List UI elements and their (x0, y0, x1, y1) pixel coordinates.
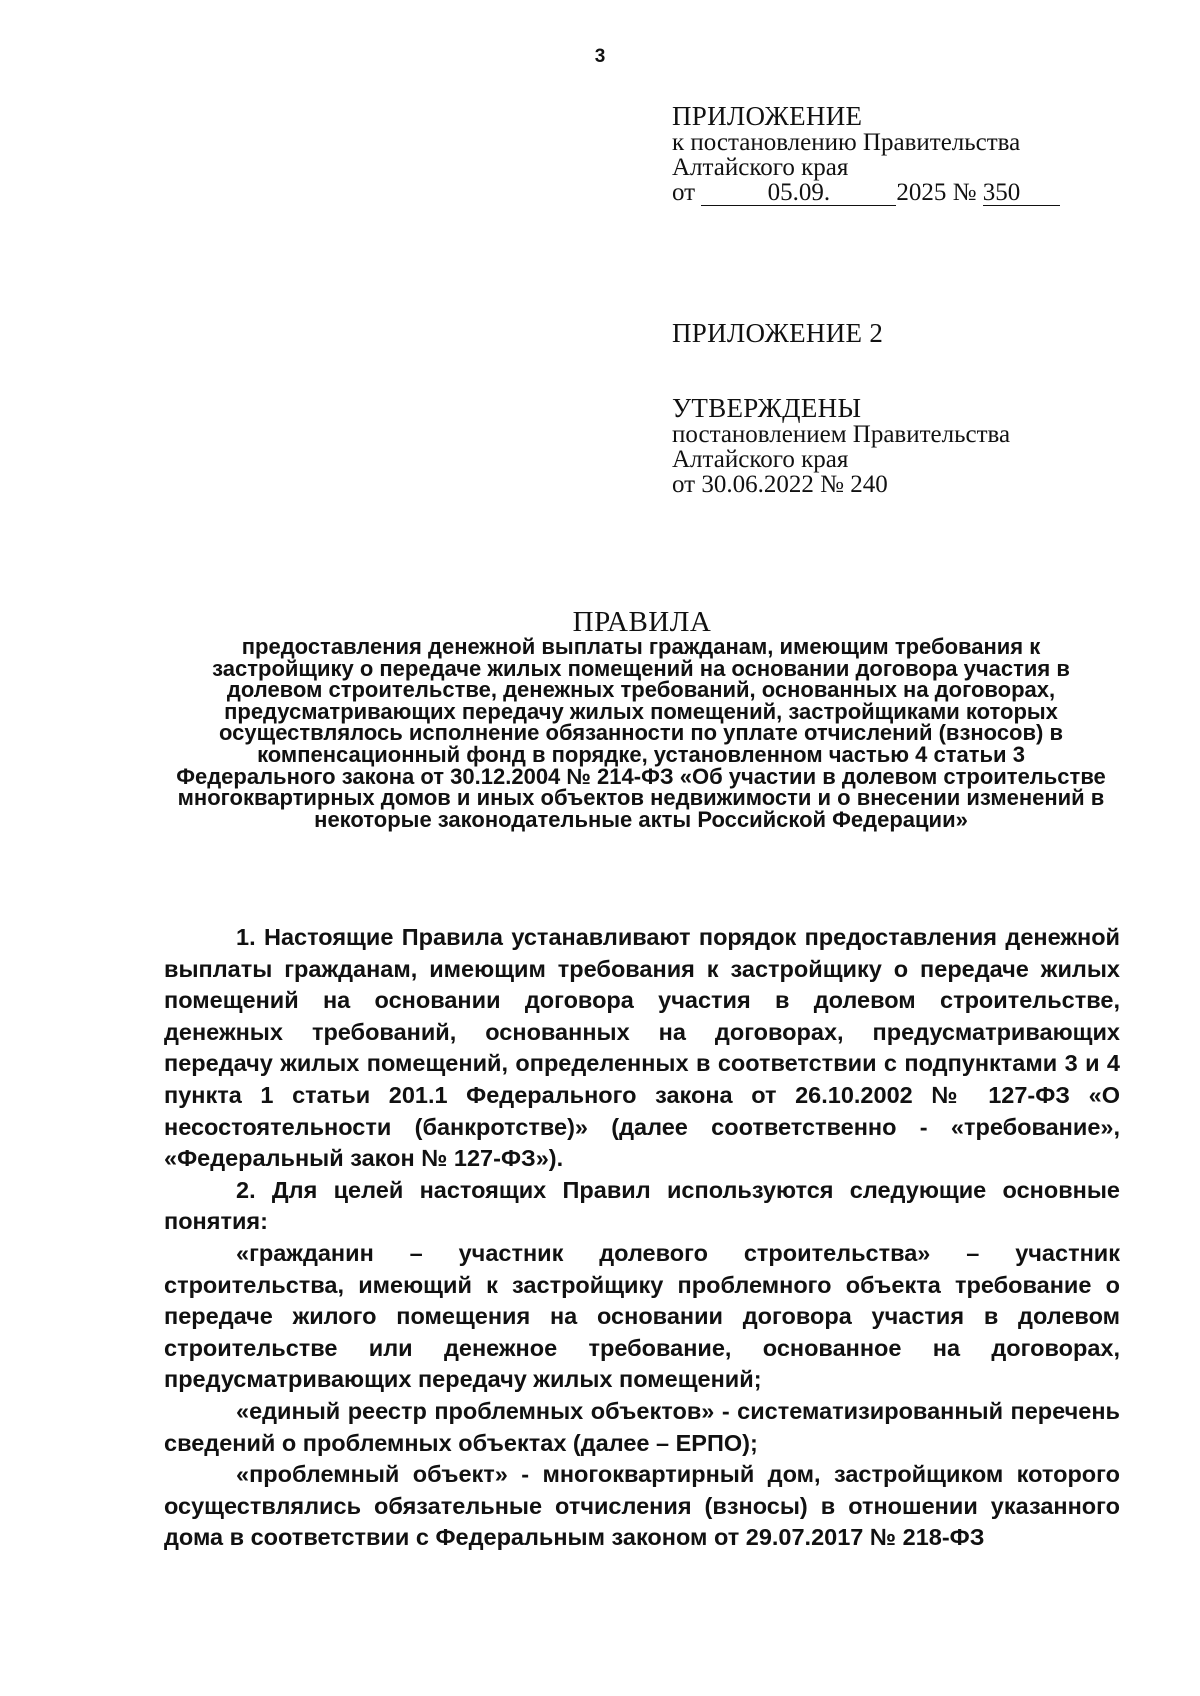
approved-block (672, 394, 1102, 497)
approval-year-and-no: 2025 № (896, 179, 977, 206)
approval-date-prefix: от (672, 179, 696, 206)
approval-heading: ПРИЛОЖЕНИЕ (672, 101, 863, 131)
approved-date-line: от 30.06.2022 № 240 (672, 471, 888, 498)
approved-heading: УТВЕРЖДЕНЫ (672, 393, 862, 423)
approval-date-line (672, 180, 1102, 206)
approval-date-value: 05.09. (701, 180, 896, 206)
approved-by-line: постановлением Правительства (672, 421, 1011, 448)
document-body (164, 922, 1120, 1554)
appendix-2-heading: ПРИЛОЖЕНИЕ 2 (672, 318, 884, 348)
approved-region-line: Алтайского края (672, 446, 849, 473)
paragraph-1: 1. Настоящие Правила устанавливают порядок предоставления денежной выплаты гражданам, имеющим требования к застройщику о передаче жилых помещений на основании договора участия в долевом строительстве, денежных требований, основанных на договорах, предусматривающих передачу жилых помещений, определенных в соответствии с подпунктами 3 и 4 пункта 1 статьи 201.1 Федерального закона от 26.10.2002 № 127-ФЗ «О несостоятельности (банкротстве)» (далее соответственно - «требование», «Федеральный закон № 127-ФЗ»). (164, 924, 1120, 1172)
rules-title: ПРАВИЛА (572, 606, 712, 638)
definition-citizen: «гражданин – участник долевого строительства» – участник строительства, имеющий к застройщику проблемного объекта требование о передаче жилого помещения на основании договора участия в долевом строительстве или денежное требование, основанное на договорах, предусматривающих передачу жилых помещений; (164, 1239, 1120, 1393)
definition-problem-object: «проблемный объект» - многоквартирный дом, застройщиком которого осуществлялись обязательные отчисления (взносы) в отношении указанного дома в соответствии с Федеральным законом от 29.07.2017 № 218-ФЗ (164, 1461, 1120, 1551)
approval-block (672, 102, 1102, 206)
approval-number-value: 350 (983, 180, 1060, 206)
definition-registry: «единый реестр проблемных объектов» - систематизированный перечень сведений о проблемных объектах (далее – ЕРПО); (164, 1397, 1120, 1456)
paragraph-2: 2. Для целей настоящих Правил используются следующие основные понятия: (164, 1176, 1120, 1235)
rules-subtitle: предоставления денежной выплаты гражданам, имеющим требования к застройщику о передаче жилых помещений на основании договора участия в долевом строительстве, денежных требований, основанных на договорах, предусматривающих передачу жилых помещений, застройщиками которых осуществлялось исполнение обязанности по уплате отчислений (взносов) в компенсационный фонд в порядке, установленном частью 4 статьи 3 Федерального закона от 30.12.2004 № 214-ФЗ «Об участии в долевом строительстве многоквартирных домов и иных объектов недвижимости и о внесении изменений в некоторые законодательные акты Российской Федерации» (176, 634, 1106, 832)
page-number: 3 (594, 46, 606, 67)
approval-region-line: Алтайского края (672, 154, 849, 181)
approval-to-line: к постановлению Правительства (672, 129, 1021, 156)
